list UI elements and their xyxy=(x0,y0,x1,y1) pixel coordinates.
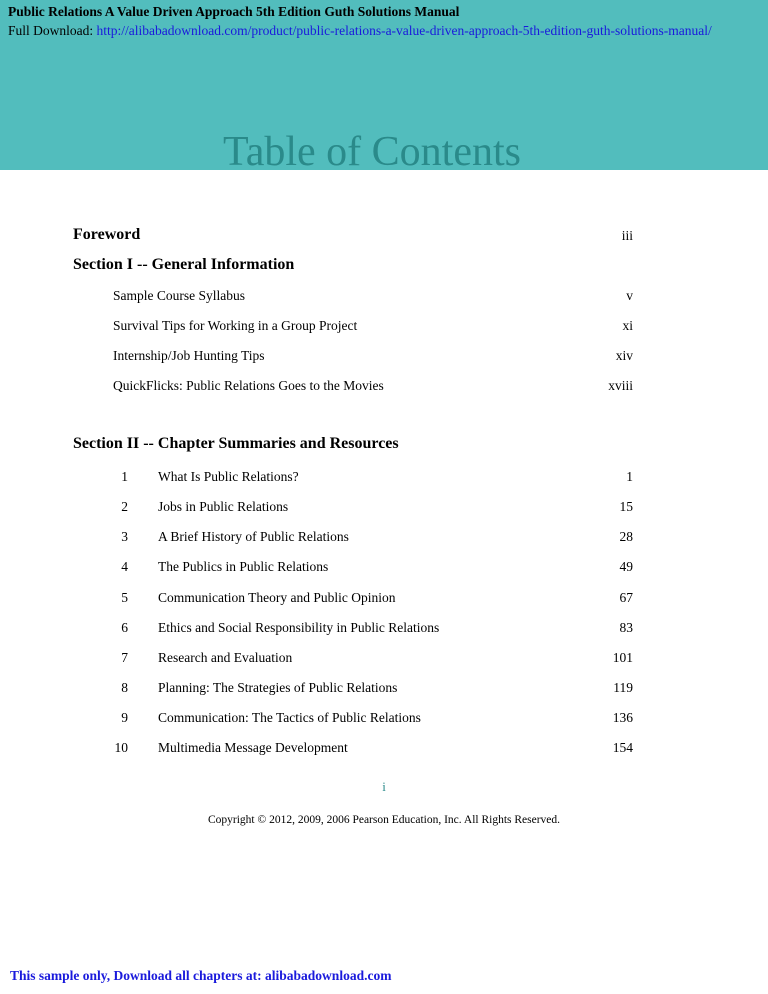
chapter-row xyxy=(0,620,768,644)
chapter-number: 1 xyxy=(121,469,128,484)
chapter-number: 9 xyxy=(121,710,128,725)
page-number: i xyxy=(382,779,386,794)
chapter-row xyxy=(0,559,768,583)
toc-item-page: xviii xyxy=(608,378,633,393)
chapter-title: Multimedia Message Development xyxy=(158,740,348,755)
chapter-page: 83 xyxy=(619,620,633,635)
foreword-label: Foreword xyxy=(73,226,141,243)
chapter-number: 4 xyxy=(121,559,128,574)
download-line xyxy=(8,23,712,39)
section2-heading xyxy=(0,435,768,459)
chapter-number: 3 xyxy=(121,529,128,544)
chapter-number: 10 xyxy=(114,740,128,755)
document-title: Public Relations A Value Driven Approach 5th Edition Guth Solutions Manual xyxy=(8,4,460,19)
copyright-notice: Copyright © 2012, 2009, 2006 Pearson Education, Inc. All Rights Reserved. xyxy=(207,814,561,826)
chapter-row xyxy=(0,680,768,704)
section1-heading-text: Section I -- General Information xyxy=(73,256,295,273)
toc-item-page: xi xyxy=(622,318,633,333)
chapter-title: The Publics in Public Relations xyxy=(158,559,329,574)
chapter-number: 2 xyxy=(121,499,128,514)
chapter-title: Jobs in Public Relations xyxy=(158,499,289,514)
chapter-page: 101 xyxy=(612,650,633,665)
toc-item-label: QuickFlicks: Public Relations Goes to the Movies xyxy=(113,378,384,393)
chapter-page: 154 xyxy=(612,740,633,755)
chapter-page: 67 xyxy=(619,590,633,605)
chapter-title: A Brief History of Public Relations xyxy=(158,529,349,544)
download-label: Full Download: xyxy=(8,23,97,38)
chapter-page: 49 xyxy=(619,559,633,574)
chapter-row xyxy=(0,529,768,553)
section2-heading-text: Section II -- Chapter Summaries and Resources xyxy=(73,435,399,452)
section1-heading xyxy=(0,256,768,280)
chapter-page: 15 xyxy=(619,499,633,514)
toc-item-label: Survival Tips for Working in a Group Project xyxy=(113,318,358,333)
chapter-number: 6 xyxy=(121,620,128,635)
toc-item xyxy=(0,288,768,312)
toc-item-label: Internship/Job Hunting Tips xyxy=(113,348,265,363)
toc-item xyxy=(0,318,768,342)
chapter-page: 119 xyxy=(613,680,633,695)
chapter-number: 7 xyxy=(121,650,128,665)
chapter-title: Ethics and Social Responsibility in Public Relations xyxy=(158,620,440,635)
toc-item-label: Sample Course Syllabus xyxy=(113,288,245,303)
chapter-page: 136 xyxy=(612,710,633,725)
chapter-row xyxy=(0,710,768,734)
chapter-page: 1 xyxy=(626,469,633,484)
chapter-page: 28 xyxy=(619,529,633,544)
chapter-title: What Is Public Relations? xyxy=(158,469,299,484)
toc-item xyxy=(0,378,768,402)
chapter-number: 5 xyxy=(121,590,128,605)
toc-item-page: v xyxy=(626,288,633,303)
foreword-page: iii xyxy=(621,228,633,243)
chapter-title: Communication: The Tactics of Public Relations xyxy=(158,710,421,725)
toc-item xyxy=(0,348,768,372)
chapter-row xyxy=(0,499,768,523)
footer-download-link[interactable]: This sample only, Download all chapters at: alibabadownload.com xyxy=(10,968,392,983)
chapter-row xyxy=(0,469,768,493)
page-title: Table of Contents xyxy=(223,129,521,175)
chapter-row xyxy=(0,740,768,764)
chapter-title: Planning: The Strategies of Public Relations xyxy=(158,680,398,695)
chapter-row xyxy=(0,590,768,614)
toc-foreword-row xyxy=(0,226,768,250)
chapter-number: 8 xyxy=(121,680,128,695)
toc-item-page: xiv xyxy=(615,348,633,363)
download-link[interactable]: http://alibabadownload.com/product/public-relations-a-value-driven-approach-5th-edition-guth-solutions-manual/ xyxy=(96,23,712,38)
chapter-row xyxy=(0,650,768,674)
chapter-title: Communication Theory and Public Opinion xyxy=(158,590,396,605)
chapter-title: Research and Evaluation xyxy=(158,650,293,665)
